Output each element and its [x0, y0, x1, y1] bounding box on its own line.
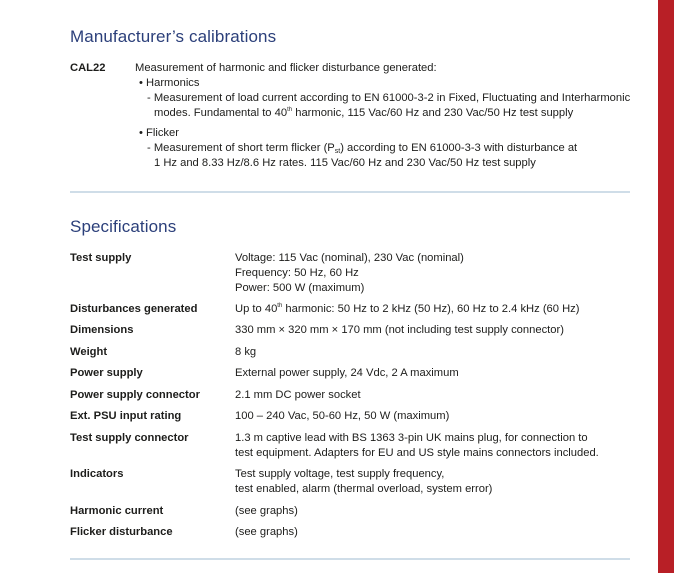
spec-value: Up to 40th harmonic: 50 Hz to 2 kHz (50 Hz), 60 Hz to 2.4 kHz (60 Hz)	[235, 303, 580, 315]
harmonics-line-1: - Measurement of load current according to EN 61000-3-2 in Fixed, Fluctuating and Interharmonic	[147, 92, 631, 104]
spec-value: Test supply voltage, test supply frequency,	[235, 468, 445, 480]
spec-label: Flicker disturbance	[70, 526, 173, 538]
spec-label: Dimensions	[70, 324, 134, 336]
spec-value: 330 mm × 320 mm × 170 mm (not including test supply connector)	[235, 324, 564, 336]
spec-label: Test supply connector	[70, 432, 189, 444]
spec-label: Power supply	[70, 367, 143, 379]
harmonics-line-2: modes. Fundamental to 40th harmonic, 115 Vac/60 Hz and 230 Vac/50 Hz test supply	[154, 107, 574, 119]
spec-label: Test supply	[70, 252, 132, 264]
spec-label: Indicators	[70, 468, 124, 480]
spec-label: Power supply connector	[70, 389, 200, 401]
spec-value: External power supply, 24 Vdc, 2 A maximum	[235, 367, 459, 379]
flicker-line-1: - Measurement of short term flicker $(P_{st})$ according to EN 61000-3-3 with disturbance at	[147, 142, 578, 155]
spec-value: Frequency: 50 Hz, 60 Hz	[235, 267, 359, 279]
spec-label: Ext. PSU input rating	[70, 410, 182, 422]
harmonics-heading: • Harmonics	[139, 77, 200, 89]
spec-value: 100 – 240 Vac, 50-60 Hz, 50 W (maximum)	[235, 410, 450, 422]
flicker-line-2: 1 Hz and 8.33 Hz/8.6 Hz rates. 115 Vac/60 Hz and 230 Vac/50 Hz test supply	[154, 157, 536, 169]
spec-value: (see graphs)	[235, 505, 298, 517]
accent-bar	[658, 0, 674, 573]
section-divider	[70, 191, 630, 193]
spec-value: Power: 500 W (maximum)	[235, 282, 365, 294]
spec-label: Harmonic current	[70, 505, 164, 517]
spec-value: (see graphs)	[235, 526, 298, 538]
calibration-intro: Measurement of harmonic and flicker disturbance generated:	[135, 62, 437, 74]
spec-value: Voltage: 115 Vac (nominal), 230 Vac (nominal)	[235, 252, 464, 264]
calibrations-title: Manufacturer’s calibrations	[70, 27, 277, 46]
spec-value: 1.3 m captive lead with BS 1363 3-pin UK mains plug, for connection to	[235, 432, 588, 444]
specifications-title: Specifications	[70, 217, 177, 236]
section-divider	[70, 558, 630, 560]
spec-value: 8 kg	[235, 346, 257, 358]
spec-label: Weight	[70, 346, 108, 358]
spec-value: 2.1 mm DC power socket	[235, 389, 361, 401]
calibration-code: CAL22	[70, 62, 106, 74]
spec-value: test enabled, alarm (thermal overload, system error)	[235, 483, 493, 495]
flicker-heading: • Flicker	[139, 127, 179, 139]
spec-label: Disturbances generated	[70, 303, 198, 315]
spec-value: test equipment. Adapters for EU and US style mains connectors included.	[235, 447, 599, 459]
